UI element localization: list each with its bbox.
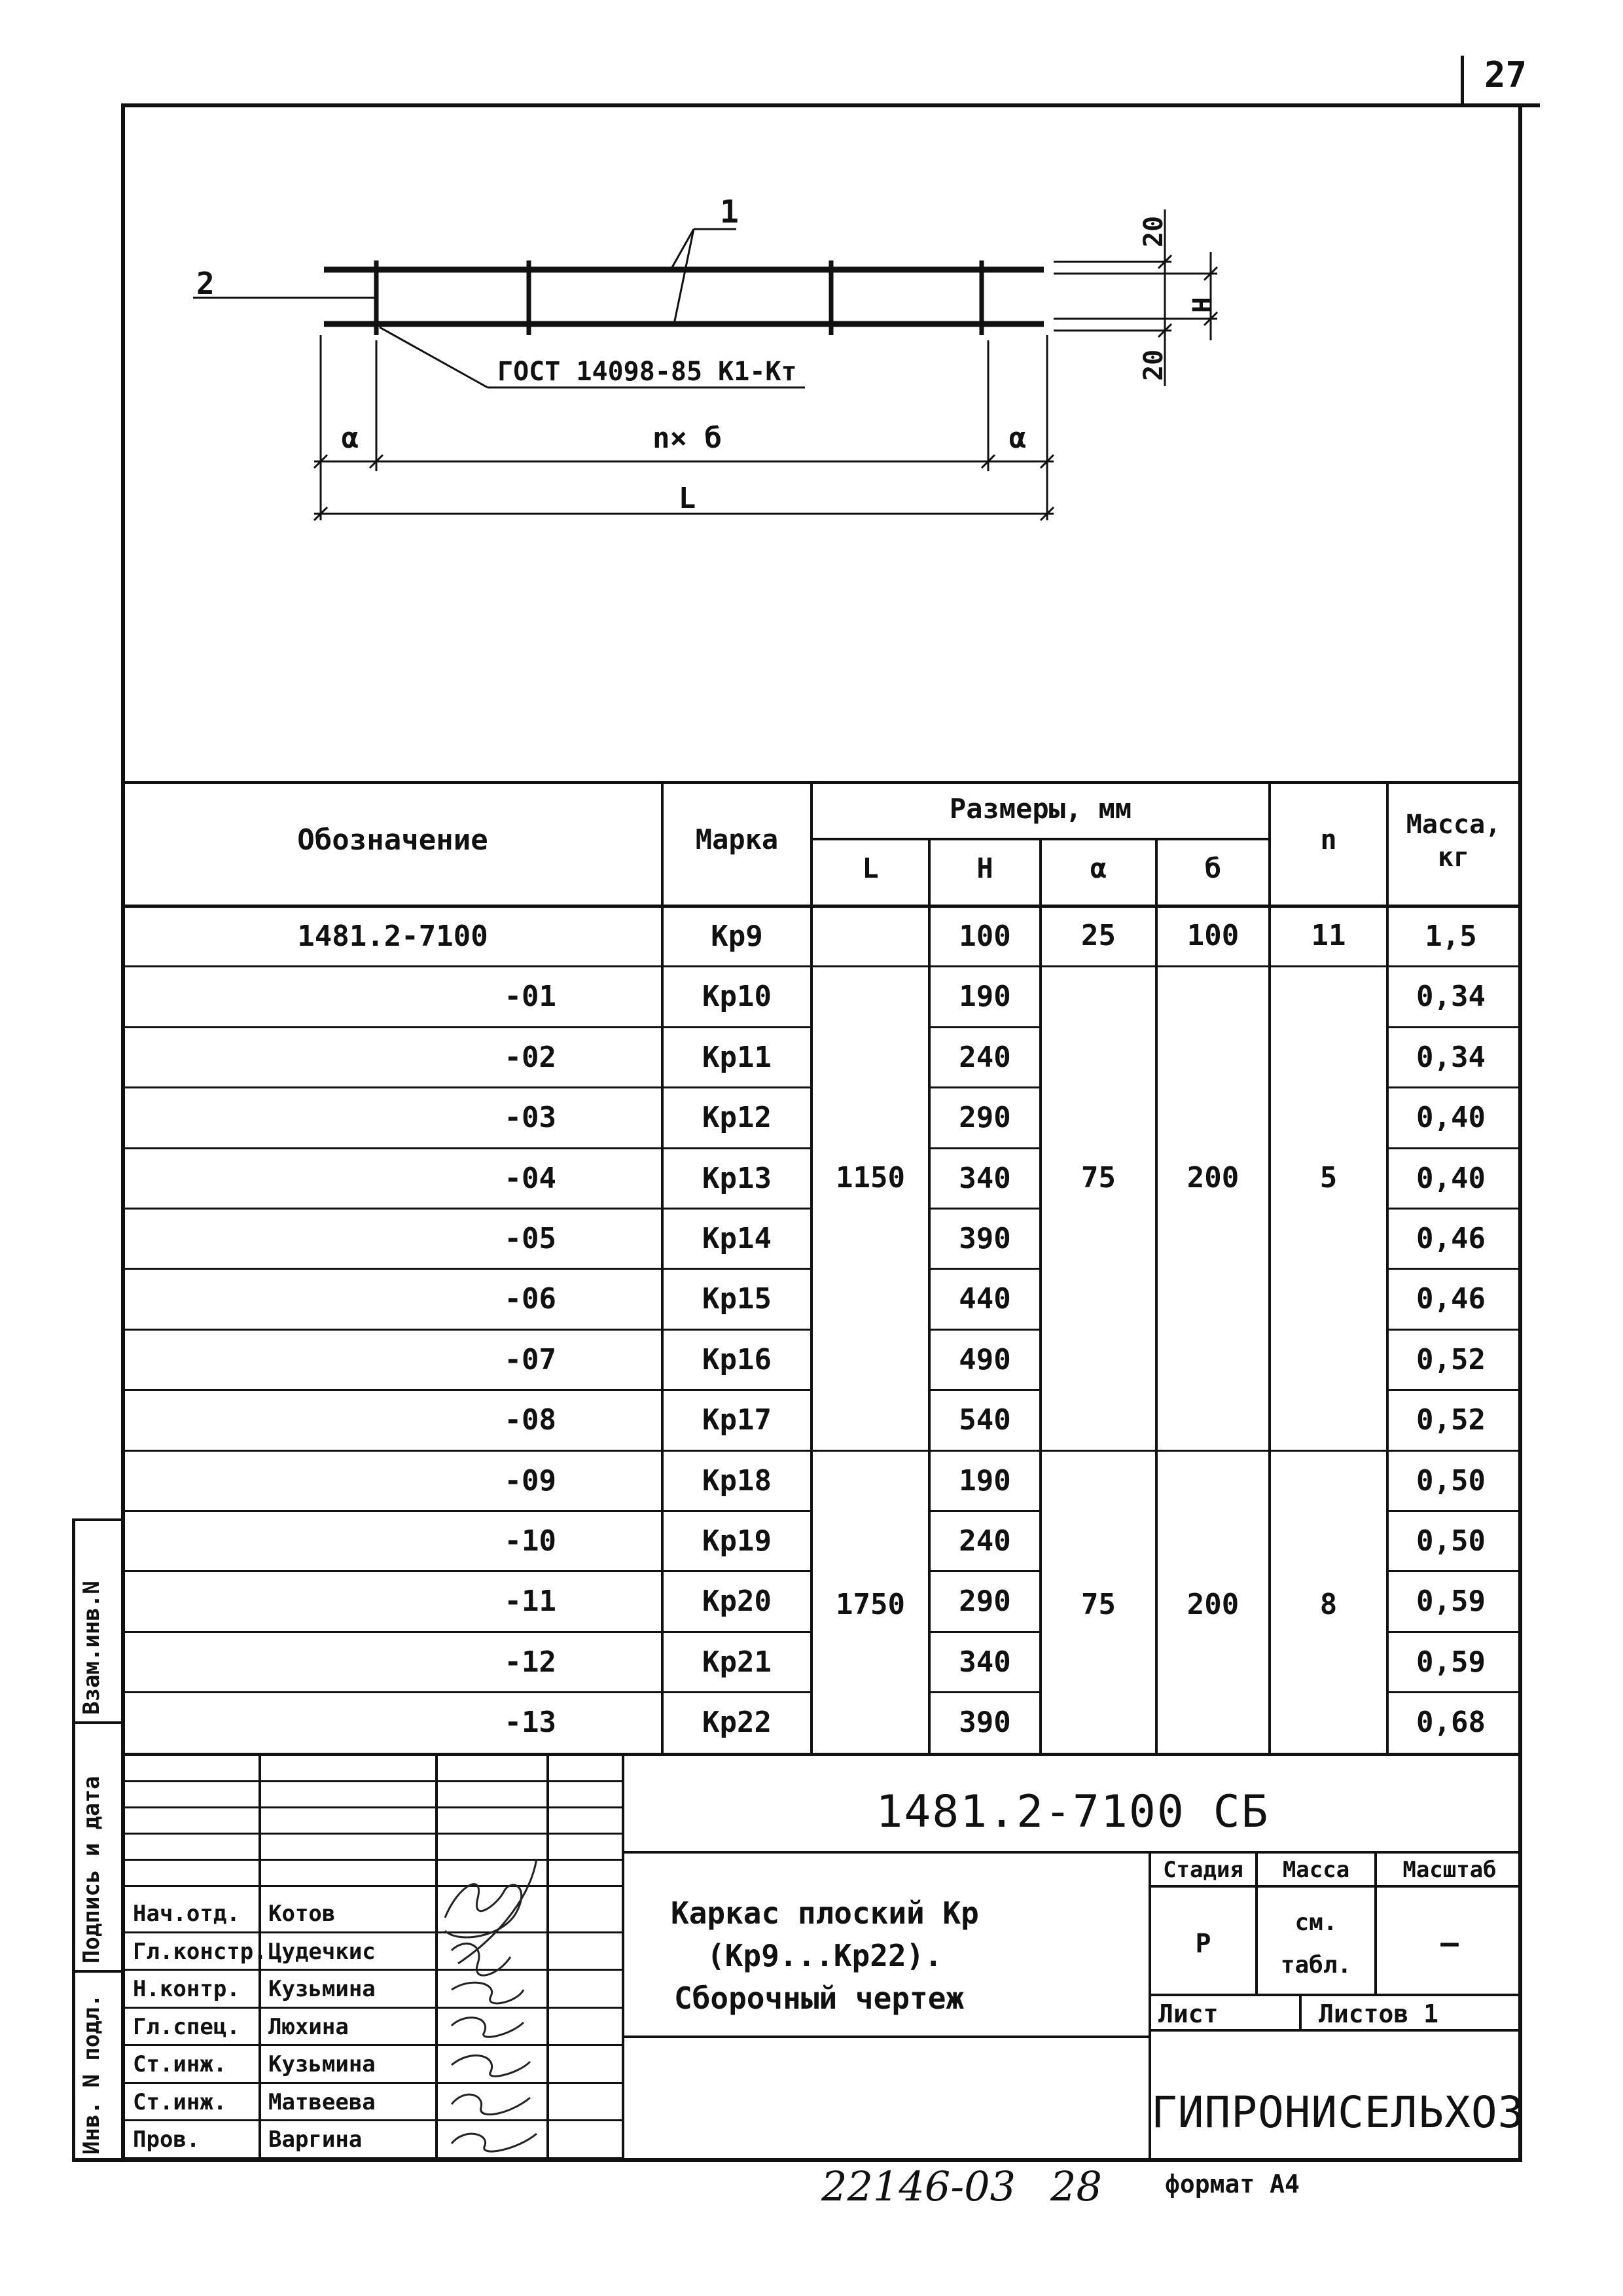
row1-n: 11 (1311, 919, 1346, 952)
staff-role: Гл.спец. (133, 2013, 240, 2040)
staff-name: Цудечкис (268, 1938, 376, 1965)
cell-H: 240 (959, 1040, 1011, 1074)
staff-role: Гл.констр. (133, 1938, 267, 1965)
cell-H: 190 (959, 1463, 1011, 1498)
group2-a: 75 (1081, 1588, 1116, 1621)
side-strip-div2 (72, 1970, 124, 1973)
group2-n: 8 (1319, 1588, 1338, 1621)
staff-name: Варгина (268, 2126, 363, 2153)
header-a: α (1090, 852, 1107, 884)
cell-designation: -12 (504, 1645, 556, 1679)
cell-mass: 0,59 (1416, 1645, 1486, 1679)
row-divider (1386, 1631, 1522, 1633)
row-divider (124, 1510, 810, 1512)
side-label-inv: Инв. N подл. (79, 1994, 105, 2155)
footer-doc-number: 22146-03 (821, 2162, 1016, 2210)
row-divider (1386, 1208, 1522, 1210)
titleblock-sheet-top (1149, 1994, 1522, 1996)
row-divider (124, 1026, 810, 1028)
row-divider (124, 1691, 810, 1693)
titleblock-stage-header-line (1149, 1885, 1522, 1888)
row-divider (124, 965, 810, 967)
cell-H: 540 (959, 1403, 1011, 1437)
table-top-line (121, 781, 1522, 784)
cell-H: 340 (959, 1645, 1011, 1679)
cell-mass: 0,34 (1416, 1040, 1486, 1074)
cell-mark: Кр13 (702, 1161, 772, 1195)
cell-designation: -09 (504, 1463, 556, 1498)
staff-row-line (124, 1833, 622, 1835)
cell-H: 390 (959, 1222, 1011, 1255)
row-divider (124, 1389, 810, 1391)
cell-designation: -01 (504, 980, 556, 1014)
dim-L: L (678, 482, 696, 515)
header-H: Н (976, 852, 993, 884)
cell-mark: Кр18 (702, 1463, 772, 1498)
row-divider (124, 1268, 810, 1270)
cell-designation: -03 (504, 1101, 556, 1135)
dim-H: Н (1188, 296, 1218, 313)
header-designation: Обозначение (297, 823, 488, 857)
cell-designation: -13 (504, 1706, 556, 1740)
cell-mass: 0,50 (1416, 1463, 1486, 1498)
leader-1-label: 1 (720, 194, 739, 230)
dim-n-times-b: n× б (652, 422, 722, 455)
row-divider (928, 965, 1041, 967)
leader-2-label: 2 (196, 266, 215, 301)
group1-a: 75 (1081, 1161, 1116, 1194)
side-label-vzam: Взам.инв.N (79, 1581, 105, 1715)
titleblock-top (121, 1753, 1522, 1756)
cell-designation: -04 (504, 1161, 556, 1195)
title-line-1: Каркас плоский Кр (671, 1895, 979, 1931)
scale-value: — (1440, 1925, 1459, 1960)
header-L: L (862, 852, 879, 884)
cell-designation: -07 (504, 1342, 556, 1376)
group2-b: 200 (1186, 1588, 1240, 1621)
side-strip-top (72, 1518, 124, 1521)
row-divider (1386, 1329, 1522, 1331)
row-divider (124, 1086, 810, 1088)
cell-mark: Кр10 (702, 980, 772, 1014)
sheets-label: Листов 1 (1319, 2000, 1439, 2028)
staff-name: Котов (268, 1901, 336, 1927)
row-divider (1386, 1147, 1522, 1149)
cell-mark: Кр17 (702, 1403, 772, 1437)
cell-H: 490 (959, 1342, 1011, 1376)
row-divider (124, 1631, 810, 1633)
row-divider (928, 1510, 1041, 1512)
mass-label: Масса (1282, 1857, 1350, 1883)
row1-b: 100 (1186, 919, 1240, 952)
cell-designation: -10 (504, 1524, 556, 1558)
cell-mark: Кр9 (711, 920, 763, 953)
sheet-number-border (1461, 56, 1464, 105)
cell-designation: -11 (504, 1585, 556, 1619)
group1-L: 1150 (836, 1161, 905, 1194)
row-divider (1039, 1450, 1386, 1452)
cell-designation: -05 (504, 1222, 556, 1255)
side-label-podpis: Подпись и дата (79, 1776, 105, 1964)
staff-name: Кузьмина (268, 2051, 376, 2077)
cell-H: 190 (959, 980, 1011, 1014)
stage-label: Стадия (1163, 1857, 1243, 1883)
cell-designation: -08 (504, 1403, 556, 1437)
staff-row-line (124, 1806, 622, 1808)
organization-name: ГИПРОНИСЕЛЬХОЗ (1151, 2087, 1525, 2138)
titleblock-name-bottom (622, 2036, 1149, 2038)
header-b: б (1204, 852, 1222, 884)
group1-n: 5 (1319, 1161, 1338, 1194)
header-n: n (1320, 823, 1337, 855)
cell-mark: Кр11 (702, 1040, 772, 1074)
side-strip-div1 (72, 1721, 124, 1724)
cell-mark: Кр15 (702, 1282, 772, 1316)
cell-mass: 1,5 (1425, 920, 1477, 953)
staff-role: Нач.отд. (133, 1901, 240, 1927)
titleblock-sheet-divider (1299, 1994, 1302, 2030)
cell-mass: 0,46 (1416, 1222, 1486, 1255)
cell-mark: Кр22 (702, 1706, 772, 1740)
dim-20-bottom: 20 (1139, 349, 1169, 381)
row-divider (1386, 1268, 1522, 1270)
row-divider (928, 1147, 1041, 1149)
cell-mark: Кр16 (702, 1342, 772, 1376)
table-header-bottom-line (121, 905, 1522, 908)
title-line-2: (Кр9...Кр22). (707, 1938, 943, 1973)
row-divider (810, 1450, 928, 1452)
row-divider (810, 965, 928, 967)
row-divider (124, 1570, 810, 1572)
row-divider (928, 1208, 1041, 1210)
sheet-label: Лист (1158, 2000, 1219, 2028)
row-divider (928, 1691, 1041, 1693)
signatures-image (419, 1846, 569, 2160)
cell-mass: 0,52 (1416, 1403, 1486, 1437)
cell-H: 290 (959, 1585, 1011, 1619)
cell-mass: 0,59 (1416, 1585, 1486, 1619)
cell-designation: -02 (504, 1040, 556, 1074)
cell-mass: 0,34 (1416, 980, 1486, 1014)
row-divider (1386, 1510, 1522, 1512)
row-divider (1386, 1389, 1522, 1391)
dim-20-top: 20 (1139, 215, 1169, 247)
cell-designation: -06 (504, 1282, 556, 1316)
dim-a-right: α (1008, 422, 1027, 455)
cell-mass: 0,68 (1416, 1706, 1486, 1740)
titleblock-code-bottom (622, 1851, 1522, 1854)
row-divider (1386, 1450, 1522, 1452)
frame-top (121, 103, 1540, 107)
cell-mark: Кр14 (702, 1222, 772, 1255)
cell-H: 290 (959, 1101, 1011, 1135)
row-divider (1386, 1086, 1522, 1088)
side-strip-outer (72, 1518, 75, 2162)
staff-role: Ст.инж. (133, 2051, 227, 2077)
staff-role: Пров. (133, 2126, 200, 2153)
row-divider (1039, 965, 1386, 967)
cell-mark: Кр21 (702, 1645, 772, 1679)
staff-row-line (124, 1780, 622, 1782)
cell-mass: 0,52 (1416, 1342, 1486, 1376)
cell-mark: Кр12 (702, 1101, 772, 1135)
row-divider (124, 1147, 810, 1149)
cell-H: 340 (959, 1161, 1011, 1195)
cell-H: 390 (959, 1706, 1011, 1740)
cell-mark: Кр19 (702, 1524, 772, 1558)
staff-role: Н.контр. (133, 1976, 240, 2002)
cell-mark: Кр20 (702, 1585, 772, 1619)
mass-value-1: см. (1294, 1909, 1338, 1936)
row-divider (928, 1329, 1041, 1331)
scale-label: Масштаб (1402, 1857, 1497, 1883)
cell-mass: 0,50 (1416, 1524, 1486, 1558)
group1-b: 200 (1186, 1161, 1240, 1194)
header-sizes: Размеры, мм (949, 793, 1132, 825)
header-mark: Марка (695, 823, 779, 855)
row-divider (928, 1268, 1041, 1270)
cell-mass: 0,40 (1416, 1101, 1486, 1135)
row-divider (928, 1086, 1041, 1088)
row-divider (928, 1026, 1041, 1028)
row-divider (1386, 1026, 1522, 1028)
sheet-number: 27 (1484, 54, 1527, 96)
row1-a: 25 (1081, 919, 1116, 952)
dim-a-left: α (341, 422, 359, 455)
staff-name: Люхина (268, 2013, 349, 2040)
document-code: 1481.2-7100 СБ (876, 1786, 1270, 1838)
staff-name: Матвеева (268, 2089, 376, 2115)
row-divider (928, 1450, 1041, 1452)
stage-value: Р (1195, 1929, 1211, 1959)
row-divider (1386, 1691, 1522, 1693)
gost-note: ГОСТ 14098-85 К1-Кт (497, 357, 797, 387)
cell-mass: 0,46 (1416, 1282, 1486, 1316)
row-divider (928, 1570, 1041, 1572)
titleblock-sheet-bottom (1149, 2029, 1522, 2032)
cell-mass: 0,40 (1416, 1161, 1486, 1195)
staff-role: Ст.инж. (133, 2089, 227, 2115)
cell-H: 100 (959, 920, 1011, 953)
row-divider (1386, 965, 1522, 967)
header-mass: Масса, кг (1406, 810, 1501, 872)
row-divider (928, 1389, 1041, 1391)
row-divider (928, 1631, 1041, 1633)
cell-H: 240 (959, 1524, 1011, 1558)
cell-designation: 1481.2-7100 (297, 920, 488, 953)
row-divider (124, 1208, 810, 1210)
row-divider (124, 1329, 810, 1331)
footer-format: формат А4 (1165, 2170, 1300, 2198)
row-divider (124, 1450, 810, 1452)
cell-H: 440 (959, 1282, 1011, 1316)
row-divider (1386, 1570, 1522, 1572)
group2-L: 1750 (836, 1588, 905, 1621)
mass-value-2: табл. (1280, 1952, 1352, 1979)
footer-page: 28 (1050, 2162, 1102, 2210)
staff-name: Кузьмина (268, 1976, 376, 2002)
title-line-3: Сборочный чертеж (674, 1981, 965, 2016)
